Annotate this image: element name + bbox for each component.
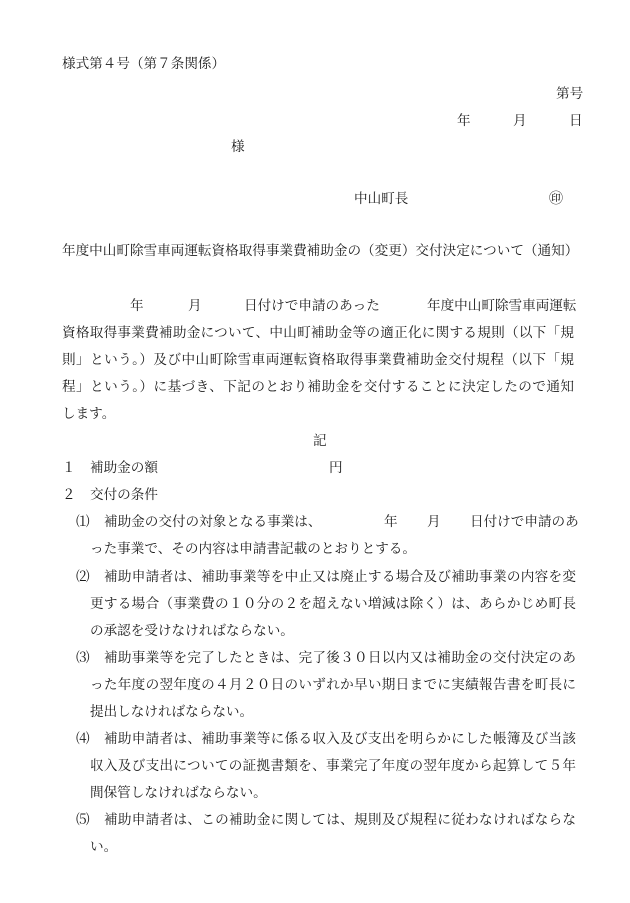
condition4-line1: 補助申請者は、補助事業等に係る収入及び支出を明らかにした帳簿及び当該	[104, 731, 576, 747]
condition5-line2: い。	[90, 839, 118, 855]
condition3-line1: 補助事業等を完了したときは、完了後３０日以内又は補助金の交付決定のあ	[104, 650, 576, 666]
document-number-label: 第号	[556, 86, 584, 102]
condition2-line3: の承認を受けなければならない。	[90, 623, 294, 639]
condition1-line1-tail: 日付けで申請のあ	[470, 514, 579, 530]
date-day-label: 日	[569, 113, 583, 129]
body-line1-text-a: 日付けで申請のあった	[244, 298, 380, 314]
seal-mark: ㊞	[549, 191, 563, 207]
condition4-line3: 間保管しなければならない。	[90, 785, 267, 801]
condition3-number: ⑶	[76, 650, 90, 666]
date-month-label: 月	[513, 113, 527, 129]
item2-number: ２	[62, 487, 76, 503]
item1-number: １	[62, 460, 76, 476]
condition1-month-label: 月	[427, 514, 441, 530]
condition1-year-label: 年	[384, 514, 398, 530]
condition5-number: ⑸	[76, 812, 90, 828]
issuer-name: 中山町長	[354, 191, 409, 207]
body-year-label: 年	[130, 298, 144, 314]
condition1-line2: った事業で、その内容は申請書記載のとおりとする。	[90, 541, 416, 557]
condition1-number: ⑴	[76, 514, 90, 530]
body-month-label: 月	[188, 298, 202, 314]
body-line-4: 程」という。）に基づき、下記のとおり補助金を交付することに決定したので通知	[62, 379, 574, 395]
condition4-number: ⑷	[76, 731, 90, 747]
body-line1-text-b: 年度中山町除雪車両運転	[427, 298, 577, 314]
condition2-line2: 更する場合（事業費の１０分の２を超えない増減は除く）は、あらかじめ町長	[90, 596, 576, 612]
condition4-line2: 収入及び支出についての証拠書類を、事業完了年度の翌年度から起算して５年	[90, 758, 576, 774]
condition2-number: ⑵	[76, 569, 90, 585]
body-line-3: 則」という。）及び中山町除雪車両運転資格取得事業費補助金交付規程（以下「規	[62, 352, 574, 368]
body-line-2: 資格取得事業費補助金について、中山町補助金等の適正化に関する規則（以下「規	[62, 325, 574, 341]
condition3-line3: 提出しなければならない。	[90, 704, 254, 720]
record-heading: 記	[313, 433, 327, 449]
item1-unit: 円	[329, 460, 343, 476]
item2-label: 交付の条件	[90, 487, 158, 503]
item1-label: 補助金の額	[90, 460, 158, 476]
condition1-line1-text: 補助金の交付の対象となる事業は、	[104, 514, 322, 530]
condition2-line1: 補助申請者は、補助事業等を中止又は廃止する場合及び補助事業の内容を変	[104, 569, 576, 585]
condition5-line1: 補助申請者は、この補助金に関しては、規則及び規程に従わなければならな	[104, 812, 576, 828]
condition3-line2: った年度の翌年度の４月２０日のいずれか早い期日までに実績報告書を町長に	[90, 677, 576, 693]
body-line-5: します。	[62, 406, 116, 422]
document-title: 年度中山町除雪車両運転資格取得事業費補助金の（変更）交付決定について（通知）	[62, 243, 579, 259]
addressee-suffix: 様	[231, 139, 245, 155]
date-year-label: 年	[457, 113, 471, 129]
form-number: 様式第４号（第７条関係）	[62, 56, 226, 72]
